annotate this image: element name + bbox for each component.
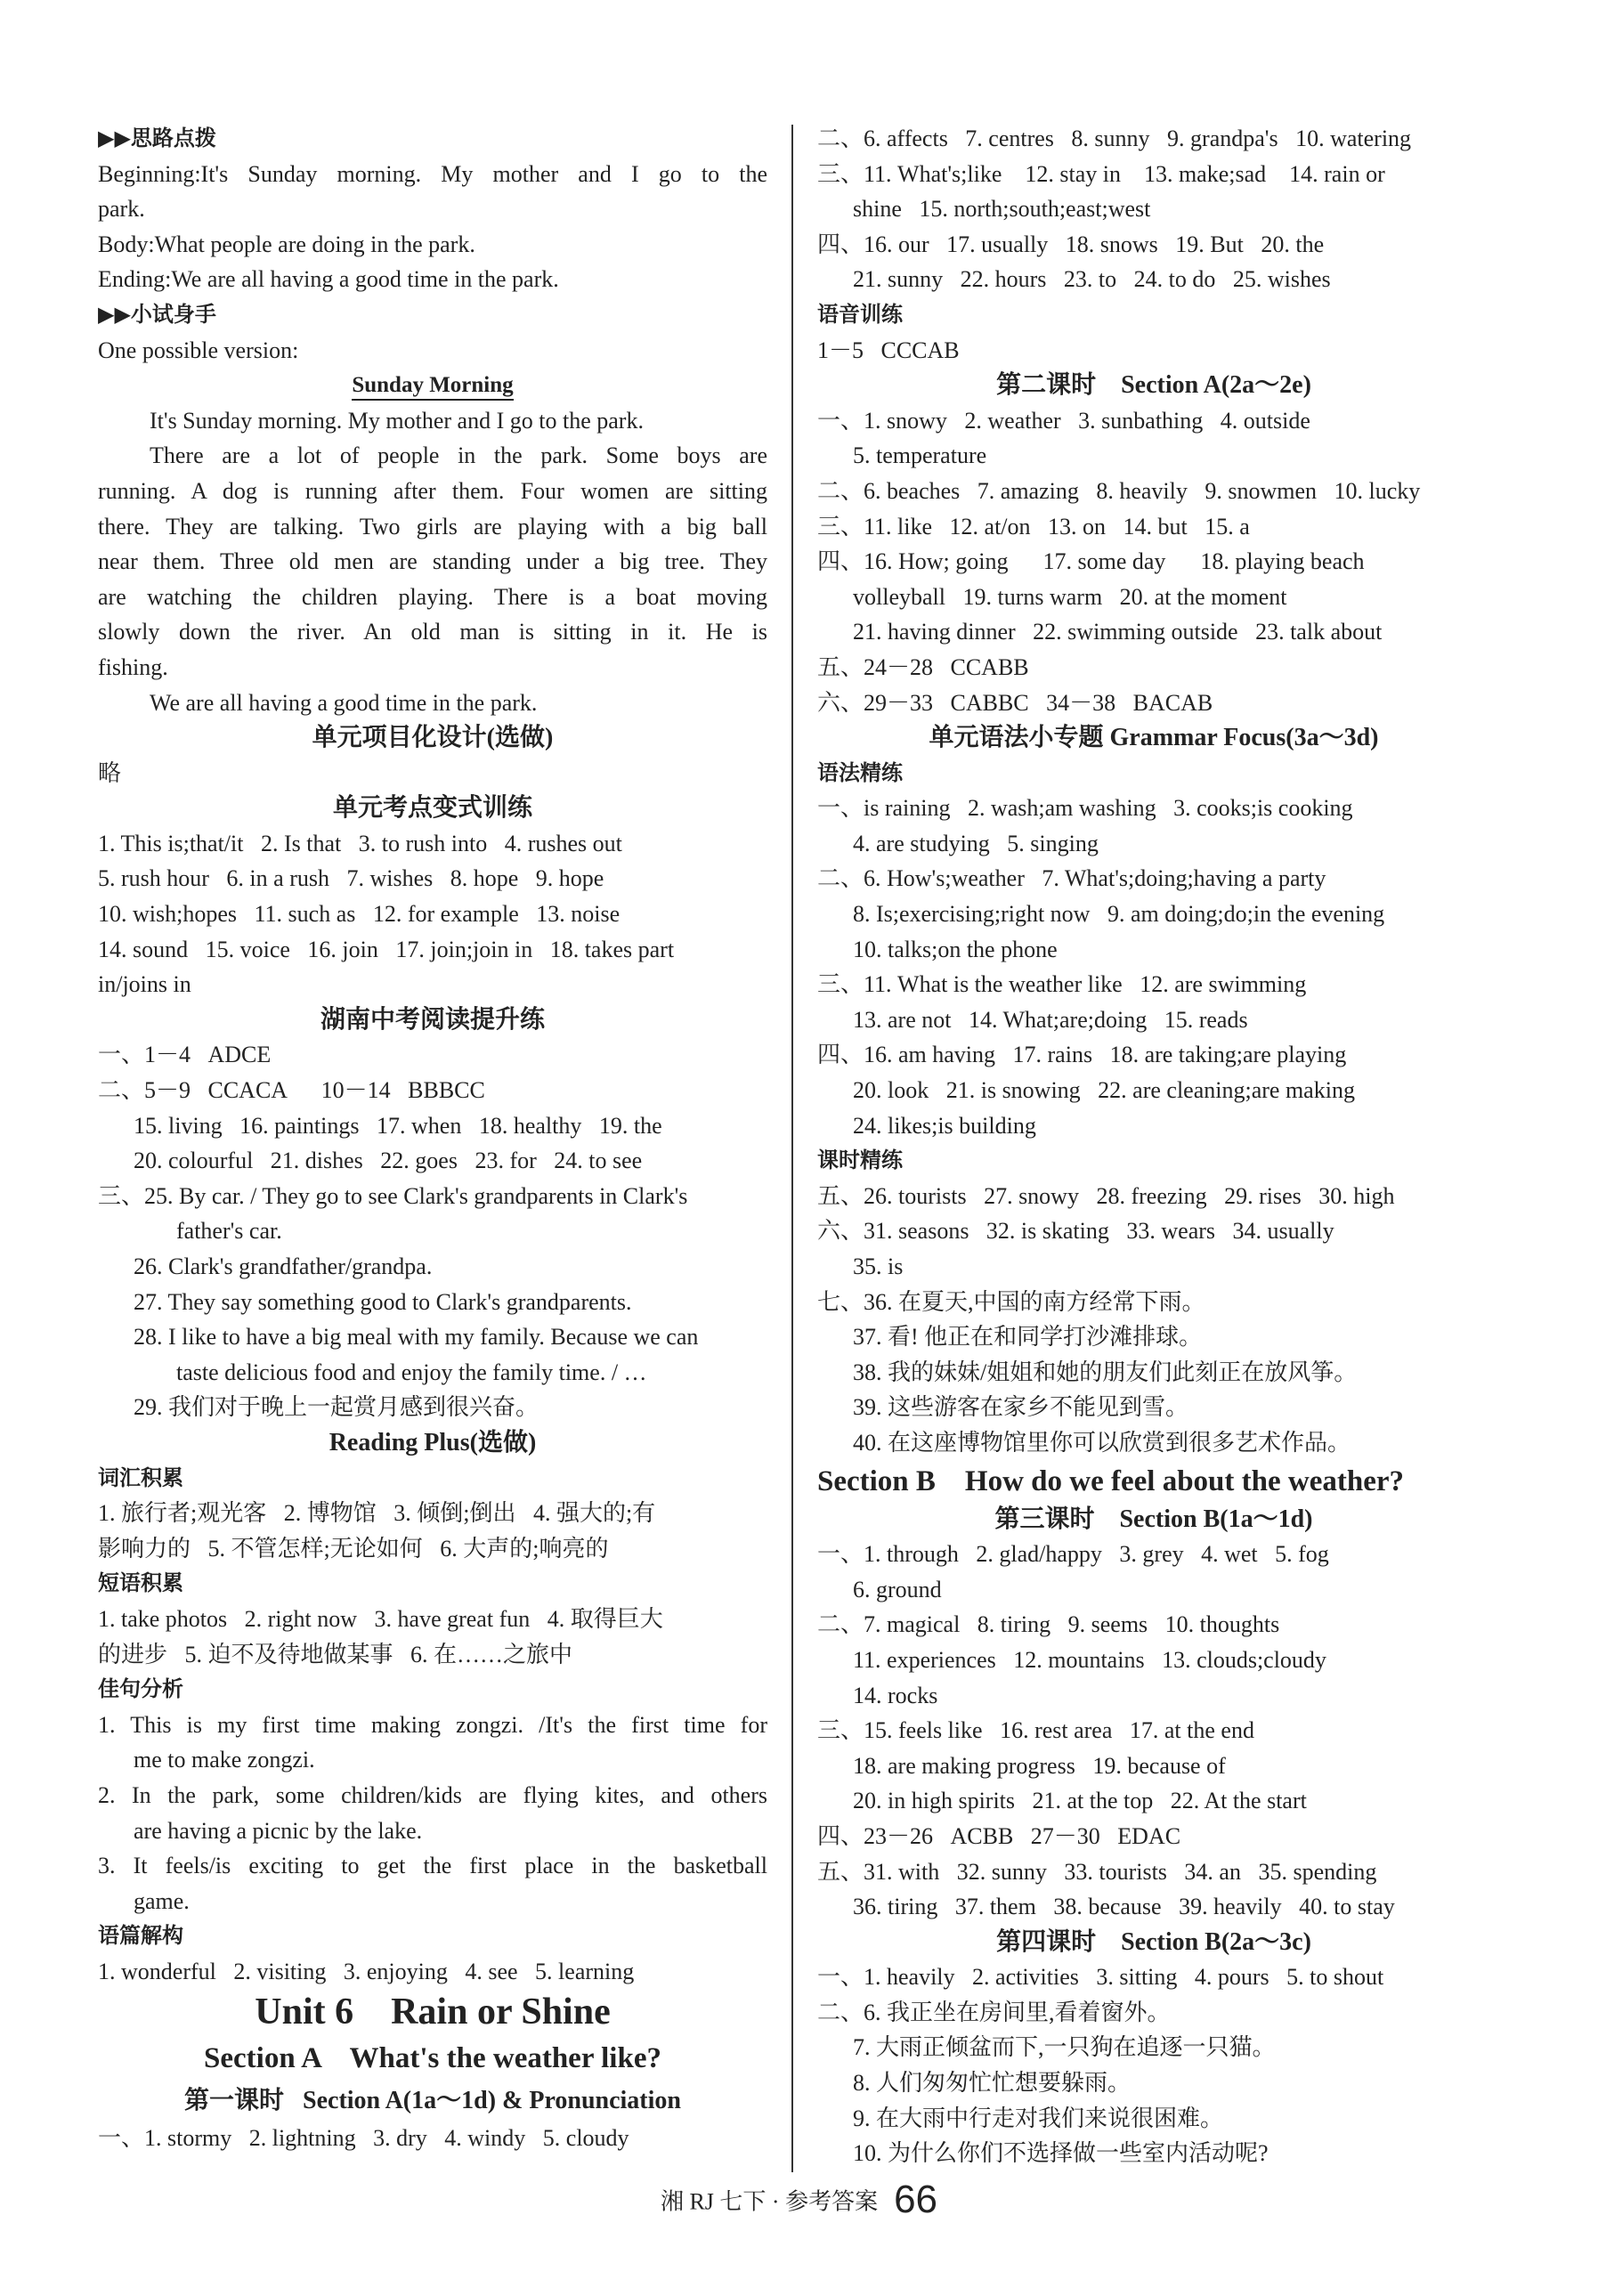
answer-line: 三、11. like 12. at/on 13. on 14. but 15. a — [817, 513, 1250, 540]
answer-line: 9. 在大雨中行走对我们来说很困难。 — [853, 2105, 1224, 2131]
answer-line: 一、1. through 2. glad/happy 3. grey 4. wet 5. fog — [817, 1541, 1329, 1568]
answer-line: running. A dog is running after them. Four women are sitting — [98, 477, 767, 504]
answer-line: park. — [98, 196, 145, 223]
answer-line: 15. living 16. paintings 17. when 18. healthy 19. the — [134, 1112, 662, 1139]
answer-line: near them. Three old men are standing under a big tree. They — [98, 548, 767, 575]
section-label: ▶▶小试身手 — [98, 301, 216, 327]
answer-line: 二、7. magical 8. tiring 9. seems 10. thoughts — [817, 1611, 1280, 1638]
section-label: 语音训练 — [817, 301, 903, 327]
answer-line: 8. Is;exercising;right now 9. am doing;do;in the evening — [853, 901, 1385, 928]
answer-line: 11. experiences 12. mountains 13. clouds;cloudy — [853, 1646, 1326, 1673]
answer-line: 一、1. stormy 2. lightning 3. dry 4. windy 5. cloudy — [98, 2125, 629, 2152]
section-label: 词汇积累 — [98, 1464, 183, 1490]
answer-line: 24. likes;is building — [853, 1112, 1036, 1139]
answer-line: 29. 我们对于晚上一起赏月感到很兴奋。 — [134, 1394, 539, 1421]
section-heading: 单元考点变式训练 — [332, 794, 532, 823]
section-label: 课时精练 — [817, 1148, 903, 1173]
answer-line: 二、6. beaches 7. amazing 8. heavily 9. snowmen 10. lucky — [817, 477, 1421, 504]
answer-line: 21. having dinner 22. swimming outside 23. talk about — [853, 619, 1383, 645]
answer-line: 七、36. 在夏天,中国的南方经常下雨。 — [817, 1288, 1205, 1315]
answer-line: are having a picnic by the lake. — [134, 1817, 423, 1844]
answer-line: 1. take photos 2. right now 3. have great fun 4. 取得巨大 — [98, 1605, 663, 1632]
section-heading: 第一课时 Section A(1a～1d) & Pronunciation — [184, 2087, 681, 2115]
answer-line: 1. This is my first time making zongzi. /It's the first time for — [98, 1711, 767, 1738]
answer-line: 26. Clark's grandfather/grandpa. — [134, 1253, 433, 1279]
answer-line: 40. 在这座博物馆里你可以欣赏到很多艺术作品。 — [853, 1429, 1351, 1456]
answer-line: 五、26. tourists 27. snowy 28. freezing 29. rises 30. high — [817, 1182, 1395, 1209]
section-title: Section A What's the weather like? — [204, 2042, 661, 2075]
answer-line: Body:What people are doing in the park. — [98, 231, 475, 257]
answer-line: 8. 人们匆匆忙忙想要躲雨。 — [853, 2070, 1132, 2097]
answer-line: 一、1. snowy 2. weather 3. sunbathing 4. outside — [817, 407, 1310, 434]
answer-line: 27. They say something good to Clark's grandparents. — [134, 1288, 632, 1315]
answer-line: 14. sound 15. voice 16. join 17. join;join in 18. takes part — [98, 936, 675, 962]
section-title: Section B How do we feel about the weather? — [817, 1464, 1405, 1497]
answer-line: 影响力的 5. 不管怎样;无论如何 6. 大声的;响亮的 — [98, 1535, 609, 1562]
answer-line: 四、16. our 17. usually 18. snows 19. But 20. the — [817, 231, 1325, 257]
section-label: 语篇解构 — [98, 1923, 183, 1949]
answer-line: 20. colourful 21. dishes 22. goes 23. for 24. to see — [134, 1148, 643, 1174]
answer-line: 一、is raining 2. wash;am washing 3. cooks;is cooking — [817, 795, 1353, 822]
answer-line: 5. temperature — [853, 442, 987, 469]
answer-line: in/joins in — [98, 971, 191, 998]
answer-line: 21. sunny 22. hours 23. to 24. to do 25. wishes — [853, 266, 1331, 293]
answer-line: 二、5－9 CCACA 10－14 BBBCC — [98, 1077, 485, 1104]
unit-title: Unit 6 Rain or Shine — [255, 1992, 611, 2033]
section-heading: 单元语法小专题 Grammar Focus(3a～3d) — [929, 724, 1379, 752]
answer-line: 38. 我的妹妹/姐姐和她的朋友们此刻正在放风筝。 — [853, 1359, 1358, 1385]
answer-line: 一、1－4 ADCE — [98, 1042, 272, 1068]
answer-line: 二、6. affects 7. centres 8. sunny 9. grandpa's 10. watering — [817, 126, 1412, 151]
answer-line: 四、16. am having 17. rains 18. are taking;are playing — [817, 1042, 1347, 1068]
answer-line: 2. In the park, some children/kids are flying kites, and others — [98, 1781, 767, 1808]
answer-line: 二、6. How's;weather 7. What's;doing;having a party — [817, 865, 1326, 892]
answer-line: volleyball 19. turns warm 20. at the moment — [853, 583, 1287, 610]
answer-line: 10. wish;hopes 11. such as 12. for example 13. noise — [98, 901, 621, 928]
answer-line: 37. 看! 他正在和同学打沙滩排球。 — [853, 1324, 1203, 1351]
left-column — [98, 121, 767, 2156]
section-heading: 湖南中考阅读提升练 — [320, 1005, 545, 1034]
answer-line: 18. are making progress 19. because of — [853, 1752, 1226, 1779]
essay-title-text: Sunday Morning — [352, 372, 513, 401]
answer-line: are watching the children playing. There is a boat moving — [98, 583, 767, 610]
answer-line: 4. are studying 5. singing — [853, 830, 1099, 856]
section-label: ▶▶思路点拨 — [98, 126, 216, 150]
answer-line: 1. wonderful 2. visiting 3. enjoying 4. see 5. learning — [98, 1958, 635, 1984]
answer-line: 六、31. seasons 32. is skating 33. wears 34. usually — [817, 1218, 1334, 1245]
answer-line: 三、15. feels like 16. rest area 17. at the end — [817, 1717, 1254, 1744]
right-column — [817, 121, 1490, 2171]
answer-line: 三、11. What is the weather like 12. are swimming — [817, 971, 1307, 998]
footer-label: 湘 RJ 七下 · 参考答案 — [660, 2188, 879, 2215]
answer-line: 二、6. 我正坐在房间里,看着窗外。 — [817, 1999, 1171, 2025]
answer-line: 14. rocks — [853, 1682, 938, 1708]
answer-line: 的进步 5. 迫不及待地做某事 6. 在……之旅中 — [98, 1641, 573, 1667]
section-heading: Reading Plus(选做) — [329, 1428, 537, 1456]
answer-line: 10. talks;on the phone — [853, 936, 1058, 962]
answer-line: 39. 这些游客在家乡不能见到雪。 — [853, 1394, 1189, 1421]
answer-line: 五、31. with 32. sunny 33. tourists 34. an 35. spending — [817, 1858, 1377, 1885]
answer-line: fishing. — [98, 653, 168, 680]
answer-line: 四、16. How; going 17. some day 18. playing beach — [817, 548, 1365, 575]
answer-line: 28. I like to have a big meal with my family. Because we can — [134, 1324, 699, 1351]
essay-title — [98, 368, 767, 403]
answer-line: taste delicious food and enjoy the family time. / … — [176, 1359, 647, 1385]
section-heading: 单元项目化设计(选做) — [312, 724, 554, 752]
answer-line: 三、11. What's;like 12. stay in 13. make;sad 14. rain or — [817, 160, 1385, 187]
answer-line: game. — [134, 1887, 190, 1914]
answer-line: It's Sunday morning. My mother and I go to the park. — [150, 407, 644, 434]
answer-line: Beginning:It's Sunday morning. My mother and I go to the — [98, 160, 767, 187]
answer-line: 10. 为什么你们不选择做一些室内活动呢? — [853, 2140, 1269, 2167]
section-heading: 第二课时 Section A(2a～2e) — [996, 371, 1311, 400]
page-footer — [0, 2178, 1598, 2222]
answer-line: 20. in high spirits 21. at the top 22. At the start — [853, 1788, 1307, 1814]
answer-line: One possible version: — [98, 337, 299, 363]
answer-line: There are a lot of people in the park. Some boys are — [150, 442, 767, 469]
column-divider — [791, 125, 793, 2172]
answer-line: 3. It feels/is exciting to get the first place in the basketball — [98, 1853, 767, 1879]
answer-line: 35. is — [853, 1253, 904, 1279]
answer-line: there. They are talking. Two girls are playing with a big ball — [98, 513, 767, 540]
section-heading: 第三课时 Section B(1a～1d) — [994, 1505, 1313, 1533]
answer-line: 一、1. heavily 2. activities 3. sitting 4. pours 5. to shout — [817, 1964, 1384, 1991]
section-label: 短语积累 — [98, 1570, 183, 1596]
section-heading: 第四课时 Section B(2a～3c) — [996, 1927, 1311, 1956]
answer-line: 1－5 CCCAB — [817, 337, 960, 363]
answer-line: We are all having a good time in the park. — [150, 689, 538, 716]
answer-line: 六、29－33 CABBC 34－38 BACAB — [817, 689, 1213, 716]
answer-line: 36. tiring 37. them 38. because 39. heavily 40. to stay — [853, 1894, 1395, 1920]
answer-line: 1. 旅行者;观光客 2. 博物馆 3. 倾倒;倒出 4. 强大的;有 — [98, 1500, 656, 1527]
answer-line: slowly down the river. An old man is sitting in it. He is — [98, 619, 767, 645]
answer-line: 四、23－26 ACBB 27－30 EDAC — [817, 1822, 1181, 1849]
answer-line: 略 — [98, 759, 122, 786]
page-number: 66 — [894, 2178, 938, 2221]
answer-line: 五、24－28 CCABB — [817, 653, 1029, 680]
answer-line: 13. are not 14. What;are;doing 15. reads — [853, 1006, 1248, 1033]
answer-line: me to make zongzi. — [134, 1747, 315, 1773]
answer-line: Ending:We are all having a good time in the park. — [98, 266, 559, 293]
section-label: 语法精练 — [817, 759, 903, 785]
answer-line: 20. look 21. is snowing 22. are cleaning;are making — [853, 1077, 1355, 1104]
answer-line: 三、25. By car. / They go to see Clark's grandparents in Clark's — [98, 1182, 688, 1209]
section-label: 佳句分析 — [98, 1676, 183, 1702]
answer-line: 7. 大雨正倾盆而下,一只狗在追逐一只猫。 — [853, 2034, 1276, 2061]
answer-line: father's car. — [176, 1218, 282, 1245]
answer-line: shine 15. north;south;east;west — [853, 196, 1151, 223]
answer-line: 6. ground — [853, 1576, 942, 1602]
answer-line: 5. rush hour 6. in a rush 7. wishes 8. hope 9. hope — [98, 865, 604, 892]
answer-line: 1. This is;that/it 2. Is that 3. to rush into 4. rushes out — [98, 830, 622, 856]
